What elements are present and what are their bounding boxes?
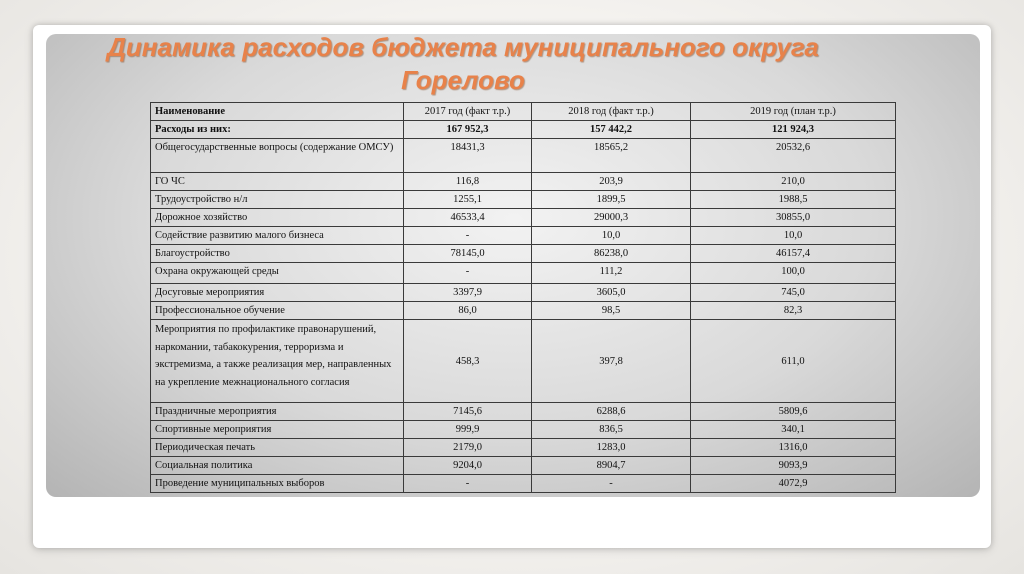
table-header-row: [151, 103, 896, 121]
value-2019: 210,0: [691, 173, 896, 191]
value-2017: 18431,3: [404, 139, 532, 173]
value-2018: 111,2: [532, 263, 691, 284]
row-name: Проведение муниципальных выборов: [151, 475, 404, 493]
table-row: [151, 403, 896, 421]
value-2017: 458,3: [404, 320, 532, 403]
row-name: Социальная политика: [151, 457, 404, 475]
row-name: Спортивные мероприятия: [151, 421, 404, 439]
slide-title-line-1: Динамика расходов бюджета муниципального округа: [107, 32, 819, 62]
value-2019: 5809,6: [691, 403, 896, 421]
value-2018: 157 442,2: [532, 121, 691, 139]
row-name: Благоустройство: [151, 245, 404, 263]
table-row: [151, 139, 896, 173]
table-row: [151, 209, 896, 227]
value-2018: 1283,0: [532, 439, 691, 457]
value-2019: 1316,0: [691, 439, 896, 457]
row-name: Общегосударственные вопросы (содержание ОМСУ): [151, 139, 404, 173]
value-2017: 86,0: [404, 302, 532, 320]
value-2017: -: [404, 263, 532, 284]
value-2018: -: [532, 475, 691, 493]
row-name: Профессиональное обучение: [151, 302, 404, 320]
value-2017: 78145,0: [404, 245, 532, 263]
value-2019: 30855,0: [691, 209, 896, 227]
value-2018: 836,5: [532, 421, 691, 439]
table-row: [151, 302, 896, 320]
table-row: [151, 263, 896, 284]
value-2017: 1255,1: [404, 191, 532, 209]
row-name: Периодическая печать: [151, 439, 404, 457]
table-row: [151, 245, 896, 263]
table-row: [151, 421, 896, 439]
value-2017: -: [404, 475, 532, 493]
header-2019: 2019 год (план т.р.): [691, 103, 896, 121]
value-2017: -: [404, 227, 532, 245]
table-row: [151, 475, 896, 493]
value-2017: 3397,9: [404, 284, 532, 302]
value-2018: 1899,5: [532, 191, 691, 209]
row-name: ГО ЧС: [151, 173, 404, 191]
value-2019: 9093,9: [691, 457, 896, 475]
value-2018: 8904,7: [532, 457, 691, 475]
value-2019: 82,3: [691, 302, 896, 320]
value-2018: 3605,0: [532, 284, 691, 302]
table-row: [151, 457, 896, 475]
value-2019: 121 924,3: [691, 121, 896, 139]
table-row: [151, 284, 896, 302]
value-2018: 18565,2: [532, 139, 691, 173]
value-2019: 745,0: [691, 284, 896, 302]
value-2017: 999,9: [404, 421, 532, 439]
value-2017: 7145,6: [404, 403, 532, 421]
value-2019: 20532,6: [691, 139, 896, 173]
table-row: [151, 173, 896, 191]
value-2019: 100,0: [691, 263, 896, 284]
header-2018: 2018 год (факт т.р.): [532, 103, 691, 121]
row-name: Охрана окружающей среды: [151, 263, 404, 284]
value-2018: 10,0: [532, 227, 691, 245]
table-row: [151, 191, 896, 209]
table-row: [151, 320, 896, 403]
header-2017: 2017 год (факт т.р.): [404, 103, 532, 121]
value-2017: 9204,0: [404, 457, 532, 475]
budget-table: [150, 102, 896, 493]
value-2019: 1988,5: [691, 191, 896, 209]
table-row: [151, 121, 896, 139]
row-name: Дорожное хозяйство: [151, 209, 404, 227]
slide-title-line-2: Горелово: [401, 65, 525, 95]
row-name: Досуговые мероприятия: [151, 284, 404, 302]
value-2018: 86238,0: [532, 245, 691, 263]
row-name: Расходы из них:: [151, 121, 404, 139]
slide-title: [46, 31, 880, 97]
value-2018: 203,9: [532, 173, 691, 191]
value-2017: 116,8: [404, 173, 532, 191]
value-2019: 611,0: [691, 320, 896, 403]
value-2017: 167 952,3: [404, 121, 532, 139]
value-2017: 2179,0: [404, 439, 532, 457]
value-2017: 46533,4: [404, 209, 532, 227]
value-2019: 46157,4: [691, 245, 896, 263]
value-2018: 6288,6: [532, 403, 691, 421]
value-2019: 340,1: [691, 421, 896, 439]
header-name: Наименование: [151, 103, 404, 121]
value-2019: 10,0: [691, 227, 896, 245]
row-name: Трудоустройство н/л: [151, 191, 404, 209]
value-2018: 397,8: [532, 320, 691, 403]
value-2019: 4072,9: [691, 475, 896, 493]
row-name: Мероприятия по профилактике правонарушений, наркомании, табакокурения, терроризма и экстремизма, а также реализация мер, направленных на укрепление межнационального согласия: [151, 320, 404, 403]
row-name: Содействие развитию малого бизнеса: [151, 227, 404, 245]
table-row: [151, 439, 896, 457]
value-2018: 29000,3: [532, 209, 691, 227]
value-2018: 98,5: [532, 302, 691, 320]
table-row: [151, 227, 896, 245]
row-name: Праздничные мероприятия: [151, 403, 404, 421]
